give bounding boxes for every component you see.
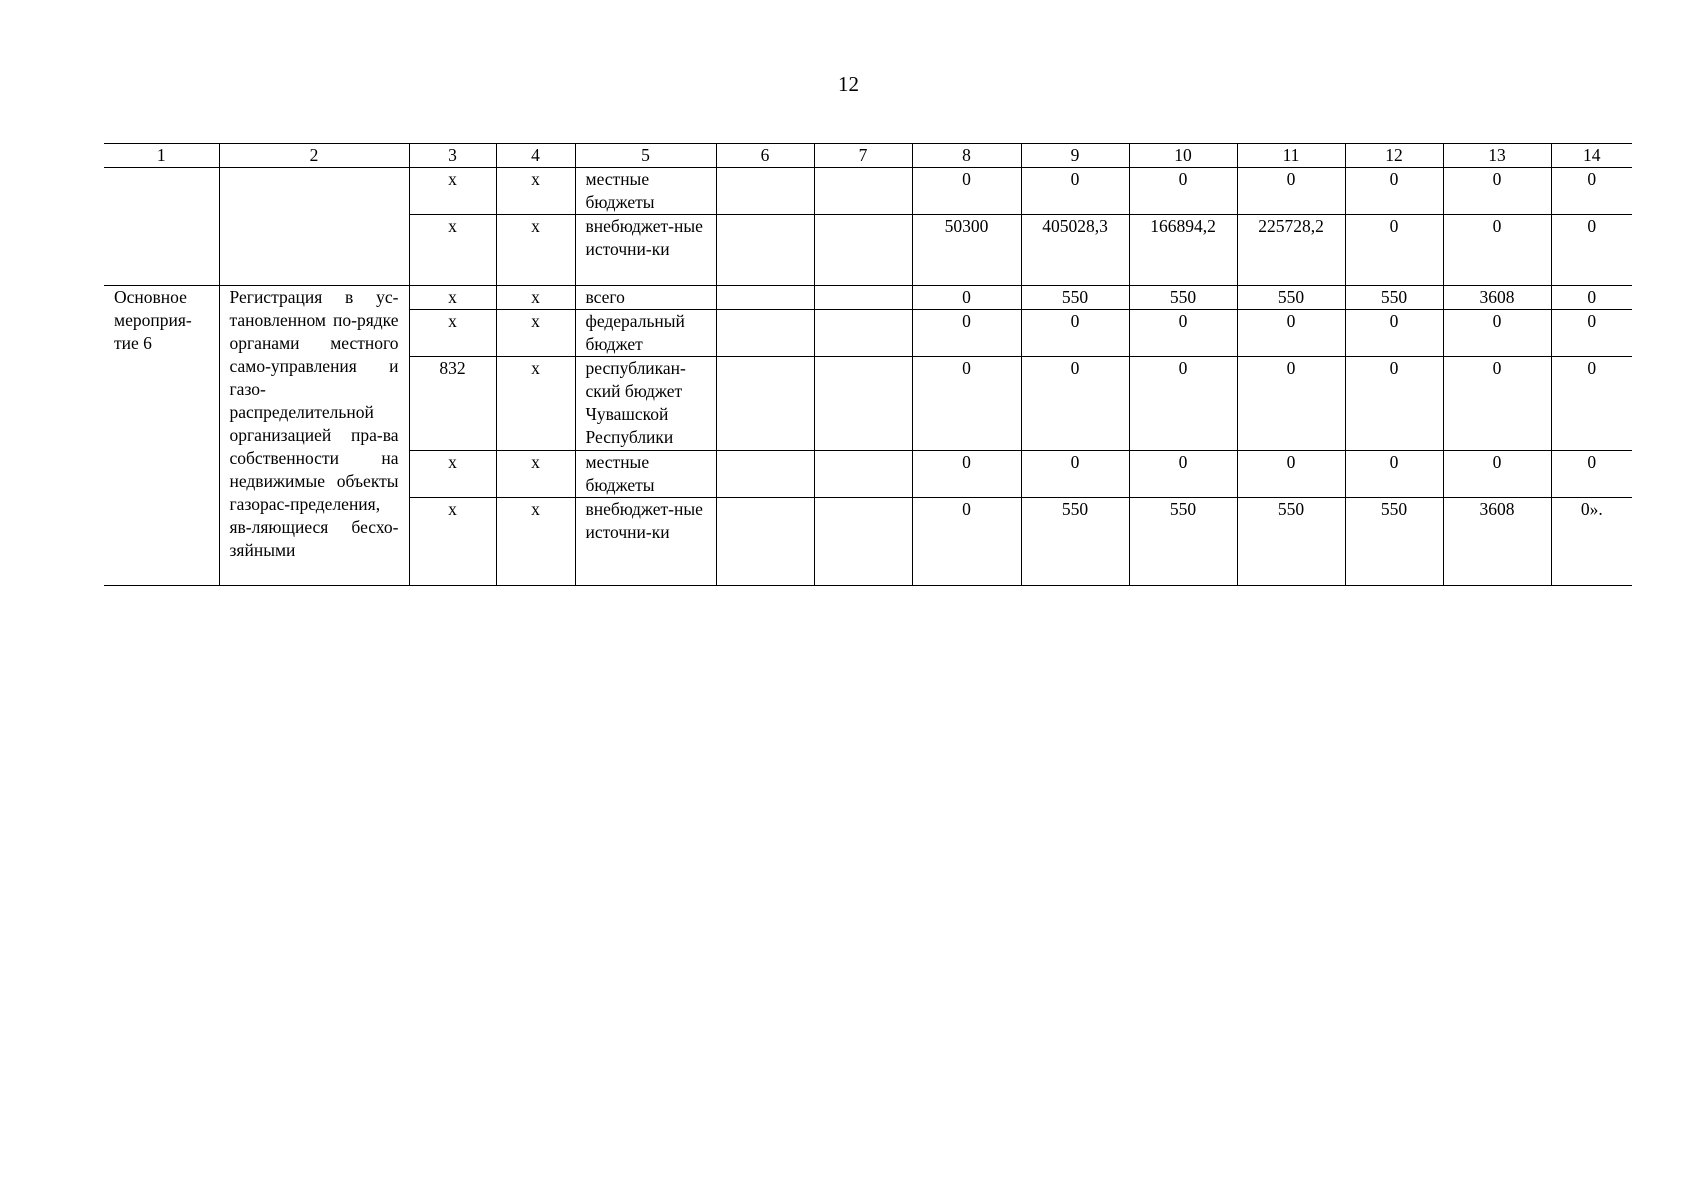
cell-c3: х	[409, 451, 496, 498]
cell-value: 0	[1345, 357, 1443, 451]
cell-c4: х	[496, 310, 575, 357]
cell-empty	[814, 498, 912, 586]
column-header: 8	[912, 144, 1021, 168]
cell-value: 0	[912, 498, 1021, 586]
cell-empty	[716, 357, 814, 451]
cell-empty	[716, 168, 814, 215]
cell-value: 0	[1443, 168, 1551, 215]
cell-funding-source: внебюджет-ные источни-ки	[575, 215, 716, 286]
cell-funding-source: местные бюджеты	[575, 168, 716, 215]
cell-empty	[814, 215, 912, 286]
cell-value: 0	[1443, 215, 1551, 286]
cell-value: 0	[1021, 168, 1129, 215]
budget-table	[104, 143, 1632, 586]
cell-value: 0	[1237, 168, 1345, 215]
cell-funding-source: местные бюджеты	[575, 451, 716, 498]
cell-c4: х	[496, 451, 575, 498]
cell-value: 550	[1129, 286, 1237, 310]
cell-c4: х	[496, 215, 575, 286]
cell-c3: х	[409, 310, 496, 357]
page-number: 12	[838, 72, 859, 96]
cell-empty	[814, 451, 912, 498]
cell-value: 550	[1237, 498, 1345, 586]
cell-value: 0	[1129, 168, 1237, 215]
cell-value: 0	[912, 310, 1021, 357]
column-number-row	[104, 144, 1632, 168]
cell-value: 0	[912, 286, 1021, 310]
cell-value: 0	[1129, 451, 1237, 498]
cell-value: 0	[912, 451, 1021, 498]
cell-value: 0	[912, 357, 1021, 451]
cell-empty	[716, 286, 814, 310]
cell-value: 0	[912, 168, 1021, 215]
column-header: 6	[716, 144, 814, 168]
cell-empty	[219, 168, 409, 286]
cell-value: 0	[1551, 451, 1632, 498]
cell-value: 550	[1345, 498, 1443, 586]
cell-value: 0	[1443, 451, 1551, 498]
cell-value: 50300	[912, 215, 1021, 286]
cell-value: 0	[1443, 357, 1551, 451]
column-header: 9	[1021, 144, 1129, 168]
cell-c3: 832	[409, 357, 496, 451]
cell-value: 0	[1129, 357, 1237, 451]
cell-value: 550	[1129, 498, 1237, 586]
column-header: 11	[1237, 144, 1345, 168]
cell-empty	[814, 286, 912, 310]
cell-c4: х	[496, 286, 575, 310]
cell-value: 0	[1551, 168, 1632, 215]
cell-value: 0	[1551, 215, 1632, 286]
cell-value: 0».	[1551, 498, 1632, 586]
cell-value: 550	[1345, 286, 1443, 310]
cell-value: 0	[1443, 310, 1551, 357]
column-header: 2	[219, 144, 409, 168]
cell-empty	[716, 498, 814, 586]
column-header: 1	[104, 144, 219, 168]
cell-value: 0	[1551, 286, 1632, 310]
table-row	[104, 168, 1632, 215]
cell-empty	[814, 357, 912, 451]
cell-empty	[814, 310, 912, 357]
cell-value: 3608	[1443, 498, 1551, 586]
cell-empty	[104, 168, 219, 286]
cell-funding-source: федеральный бюджет	[575, 310, 716, 357]
cell-c4: х	[496, 357, 575, 451]
cell-value: 550	[1021, 286, 1129, 310]
cell-value: 0	[1551, 357, 1632, 451]
table-row	[104, 286, 1632, 310]
cell-empty	[716, 215, 814, 286]
measure-title: Регистрация в ус-тановленном по-рядке органами местного само-управления и газо-распределительной организацией пра-ва собственности на недвижимые объекты газорас-пределения, яв-ляющиеся бесхо-зяйными	[219, 286, 409, 586]
column-header: 7	[814, 144, 912, 168]
cell-empty	[716, 451, 814, 498]
cell-value: 0	[1021, 357, 1129, 451]
cell-funding-source: республикан-ский бюджет Чувашской Республики	[575, 357, 716, 451]
column-header: 10	[1129, 144, 1237, 168]
cell-value: 0	[1345, 310, 1443, 357]
column-header: 13	[1443, 144, 1551, 168]
cell-funding-source: всего	[575, 286, 716, 310]
cell-c3: х	[409, 215, 496, 286]
cell-value: 0	[1021, 451, 1129, 498]
cell-value: 166894,2	[1129, 215, 1237, 286]
cell-value: 0	[1345, 168, 1443, 215]
measure-name: Основное мероприя-тие 6	[104, 286, 219, 586]
cell-c4: х	[496, 498, 575, 586]
cell-value: 0	[1129, 310, 1237, 357]
cell-value: 3608	[1443, 286, 1551, 310]
cell-c3: х	[409, 286, 496, 310]
cell-value: 0	[1345, 215, 1443, 286]
cell-value: 550	[1021, 498, 1129, 586]
cell-value: 405028,3	[1021, 215, 1129, 286]
cell-value: 0	[1021, 310, 1129, 357]
cell-value: 0	[1237, 310, 1345, 357]
cell-empty	[814, 168, 912, 215]
cell-value: 0	[1345, 451, 1443, 498]
column-header: 4	[496, 144, 575, 168]
cell-value: 0	[1237, 451, 1345, 498]
cell-value: 225728,2	[1237, 215, 1345, 286]
cell-c3: х	[409, 168, 496, 215]
column-header: 5	[575, 144, 716, 168]
column-header: 12	[1345, 144, 1443, 168]
cell-value: 0	[1551, 310, 1632, 357]
column-header: 3	[409, 144, 496, 168]
column-header: 14	[1551, 144, 1632, 168]
cell-c3: х	[409, 498, 496, 586]
cell-value: 550	[1237, 286, 1345, 310]
cell-funding-source: внебюджет-ные источни-ки	[575, 498, 716, 586]
cell-c4: х	[496, 168, 575, 215]
cell-value: 0	[1237, 357, 1345, 451]
cell-empty	[716, 310, 814, 357]
